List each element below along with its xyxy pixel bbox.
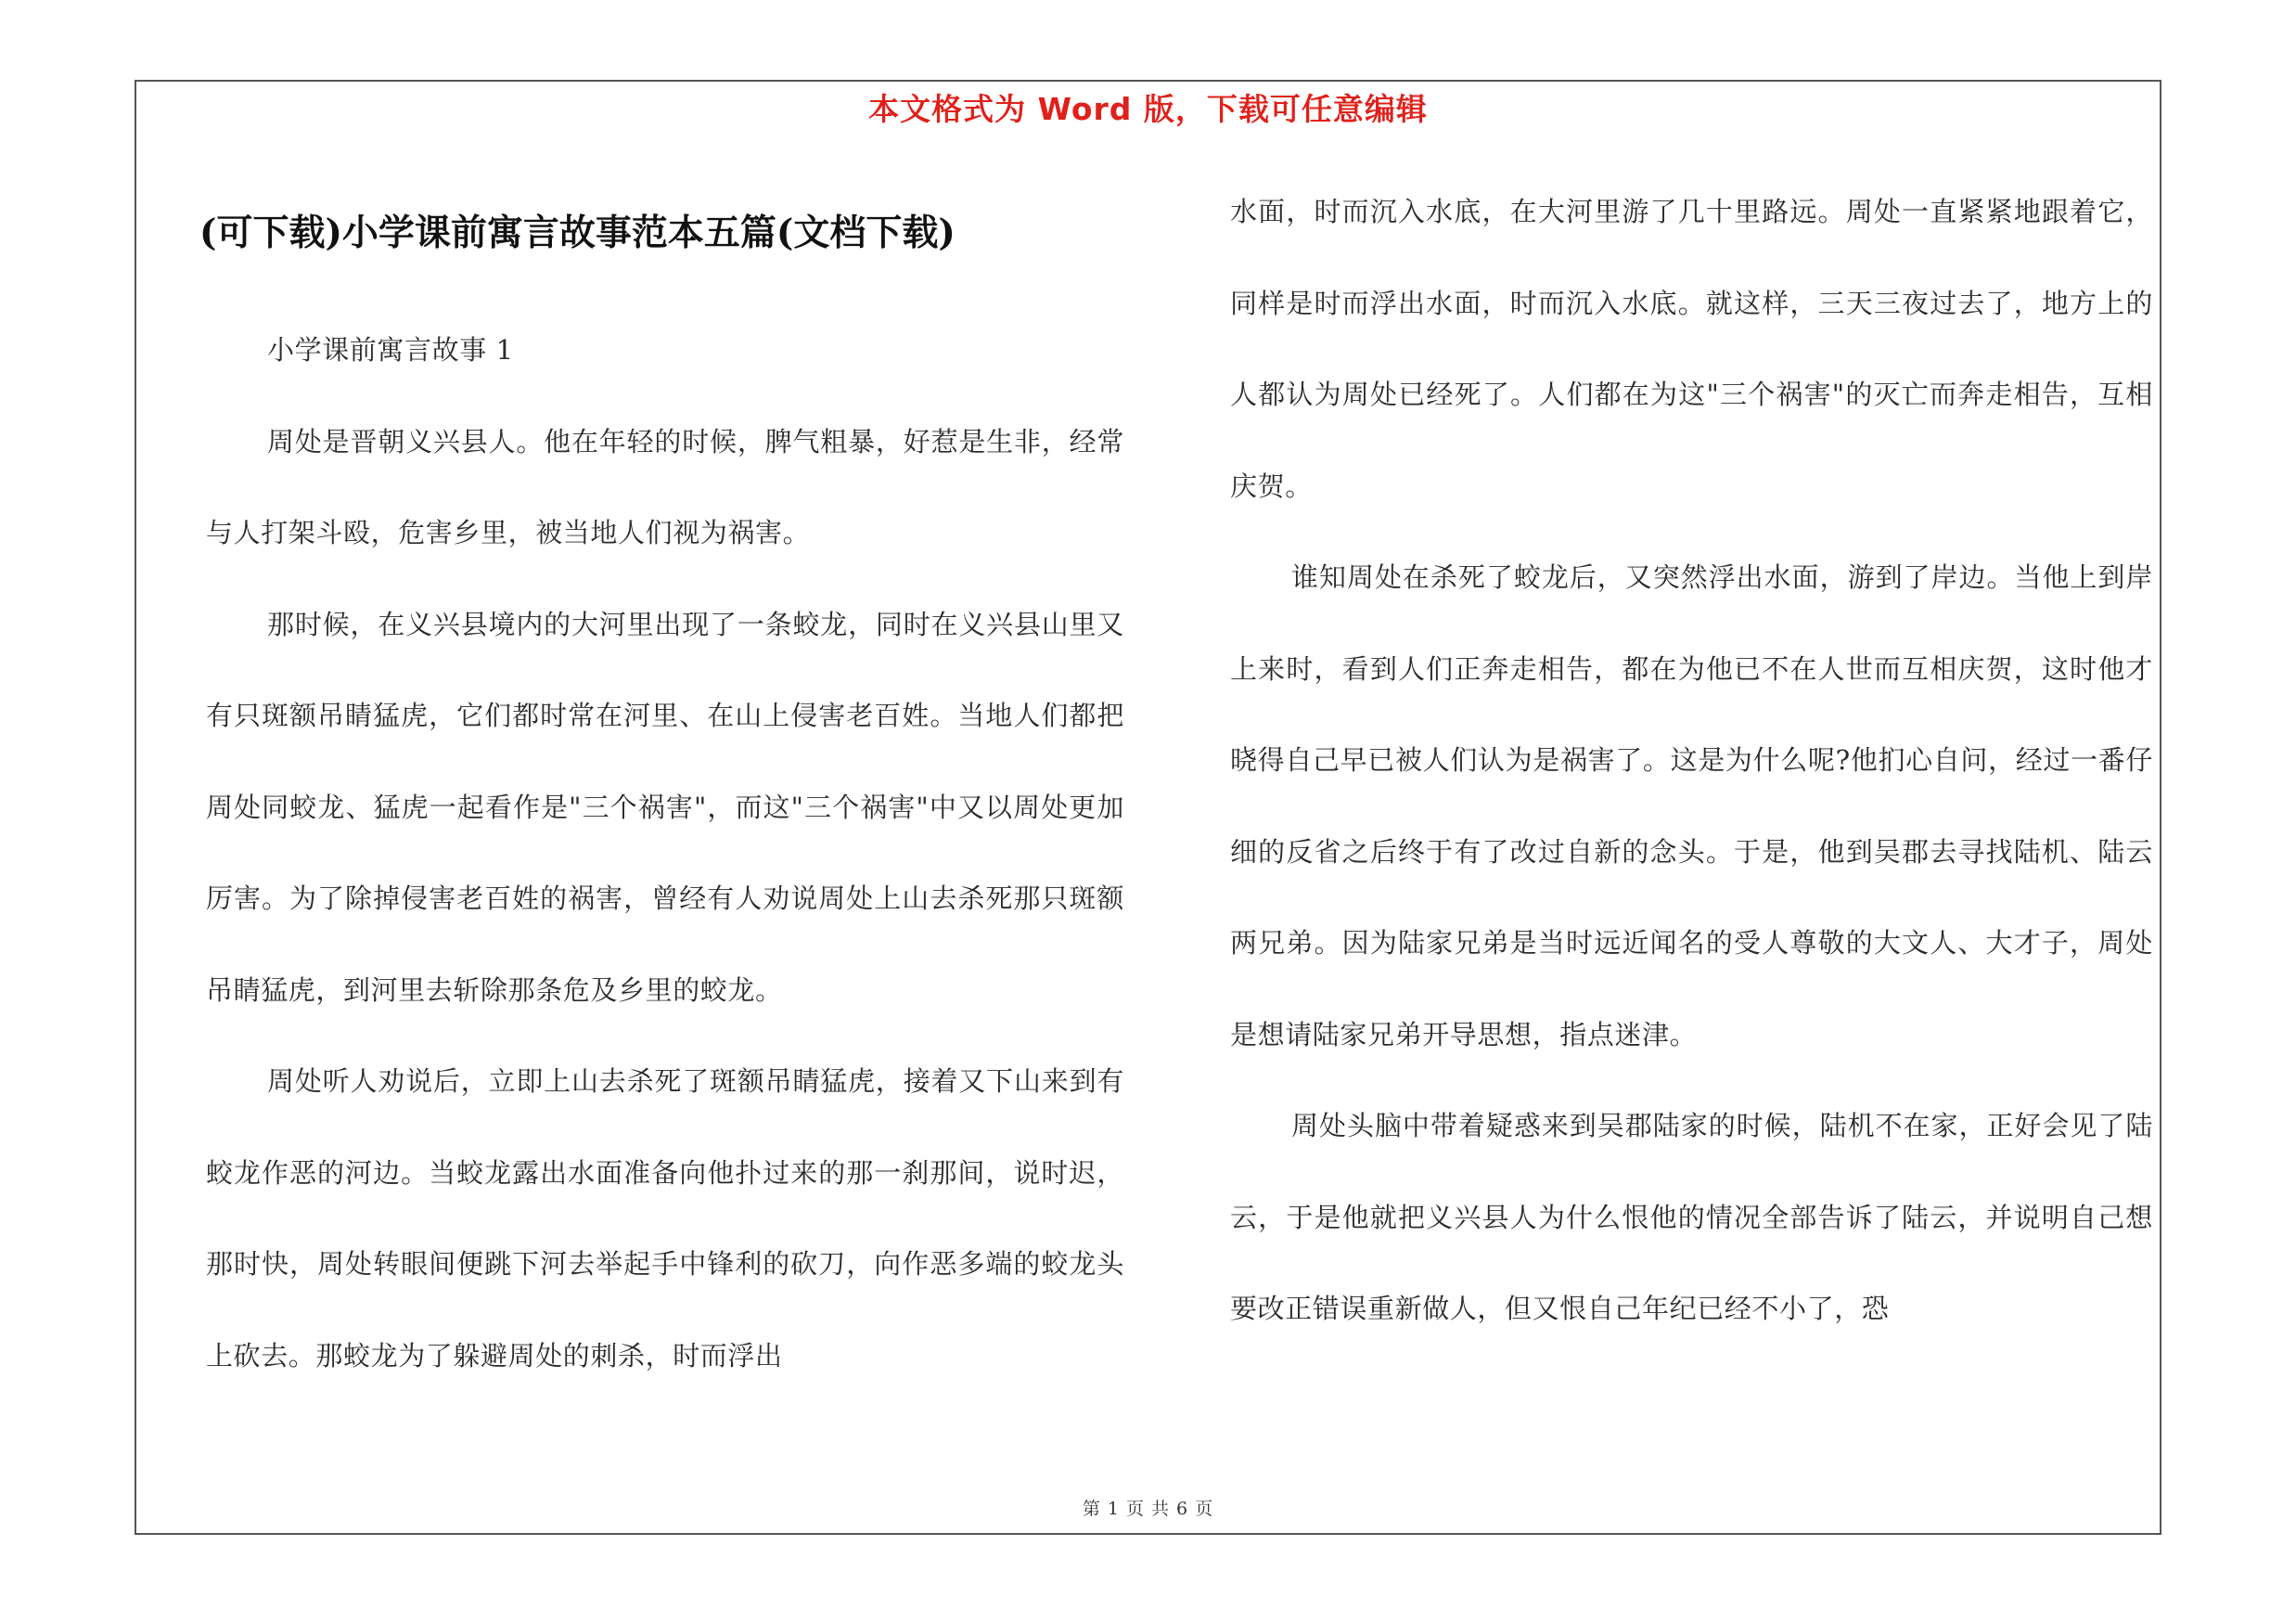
format-banner: 本文格式为 Word 版，下载可任意编辑 <box>868 91 1428 127</box>
document-title: (可下载)小学课前寓言故事范本五篇(文档下载) <box>199 212 956 254</box>
left-text-column <box>206 304 1124 1401</box>
paragraph: 谁知周处在杀死了蛟龙后，又突然浮出水面，游到了岸边。当他上到岸上来时，看到人们正奔走相告，都在为他已不在人世而互相庆贺，这时他才晓得自己早已被人们认为是祸害了。这是为什么呢?他扪心自问，经过一番仔细的反省之后终于有了改过自新的念头。于是，他到吴郡去寻找陆机、陆云两兄弟。因为陆家兄弟是当时远近闻名的受人尊敬的大文人、大才子，周处是想请陆家兄弟开导思想，指点迷津。 <box>1230 561 2153 1050</box>
paragraph: 那时候，在义兴县境内的大河里出现了一条蛟龙，同时在义兴县山里又有只斑额吊睛猛虎，它们都时常在河里、在山上侵害老百姓。当地人们都把周处同蛟龙、猛虎一起看作是"三个祸害"，而这"三个祸害"中又以周处更加厉害。为了除掉侵害老百姓的祸害，曾经有人劝说周处上山去杀死那只斑额吊睛猛虎，到河里去斩除那条危及乡里的蛟龙。 <box>206 608 1124 1006</box>
paragraph: 周处听人劝说后，立即上山去杀死了斑额吊睛猛虎，接着又下山来到有蛟龙作恶的河边。当蛟龙露出水面准备向他扑过来的那一刹那间，说时迟，那时快，周处转眼间便跳下河去举起手中锋利的砍刀，向作恶多端的蛟龙头上砍去。那蛟龙为了躲避周处的刺杀，时而浮出 <box>206 1065 1124 1372</box>
page-number-footer: 第 1 页 共 6 页 <box>1082 1499 1214 1519</box>
paragraph: 周处头脑中带着疑惑来到吴郡陆家的时候，陆机不在家，正好会见了陆云，于是他就把义兴县人为什么恨他的情况全部告诉了陆云，并说明自己想要改正错误重新做人，但又恨自己年纪已经不小了，恐 <box>1230 1110 2153 1324</box>
right-text-column <box>1230 166 2153 1355</box>
story-heading: 小学课前寓言故事 1 <box>267 334 514 366</box>
paragraph-continued: 水面，时而沉入水底，在大河里游了几十里路远。周处一直紧紧地跟着它，同样是时而浮出水面，时而沉入水底。就这样，三天三夜过去了，地方上的人都认为周处已经死了。人们都在为这"三个祸害"的灭亡而奔走相告，互相庆贺。 <box>1230 196 2153 502</box>
paragraph: 周处是晋朝义兴县人。他在年轻的时候，脾气粗暴，好惹是生非，经常与人打架斗殴，危害乡里，被当地人们视为祸害。 <box>206 425 1124 548</box>
